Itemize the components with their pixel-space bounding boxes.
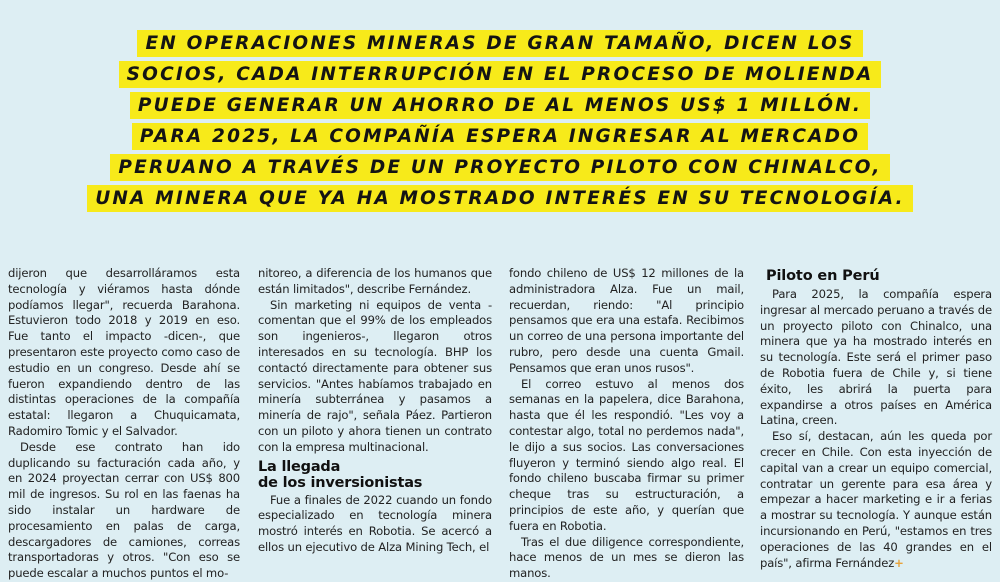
section-heading — [258, 459, 492, 491]
section-heading: Piloto en Perú — [766, 268, 880, 284]
article-columns — [8, 266, 992, 581]
article-column-3 — [509, 266, 744, 582]
paragraph: nitoreo, a diferencia de los humanos que están limitados", describe Fernández. — [258, 266, 492, 296]
pull-quote-line: EN OPERACIONES MINERAS DE GRAN TAMAÑO, DICEN LOS — [137, 30, 862, 57]
pull-quote-line: UNA MINERA QUE YA HA MOSTRADO INTERÉS EN SU TECNOLOGÍA. — [87, 185, 913, 212]
paragraph: dijeron que desarrolláramos esta tecnología y viéramos hasta dónde podíamos llegar", recuerda Barahona. Estuvieron todo 2018 y 2019 en eso. Fue tanto el impacto -dicen-, que presentaron este proyecto como caso de estudio en un congreso. Desde ahí se fueron expandiendo dentro de las distintas operaciones de la compañía estatal: llegaron a Chuquicamata, Radomiro Tomic y el Salvador. — [8, 266, 240, 438]
section-heading-line: La llegada — [258, 458, 341, 475]
article-column-4 — [760, 268, 992, 571]
end-of-article-mark: + — [894, 555, 904, 570]
paragraph: El correo estuvo al menos dos semanas en la papelera, dice Barahona, hasta que él les respondió. "Les voy a contestar algo, total no perdemos nada", le dijo a sus socios. Las conversaciones fluyeron y terminó siendo algo real. El fondo chileno buscaba firmar su primer cheque tras su estructuración, a principios de este año, y querían que fuera en Robotia. — [509, 376, 744, 533]
section-heading-line: de los inversionistas — [258, 474, 423, 491]
paragraph: Fue a finales de 2022 cuando un fondo especializado en tecnología minera mostró interés en Robotia. Se acercó a ellos un ejecutivo de Alza Mining Tech, el — [258, 492, 492, 554]
pull-quote-line: SOCIOS, CADA INTERRUPCIÓN EN EL PROCESO DE MOLIENDA — [119, 61, 882, 88]
pull-quote-line: PERUANO A TRAVÉS DE UN PROYECTO PILOTO CON CHINALCO, — [110, 154, 889, 181]
paragraph: Para 2025, la compañía espera ingresar al mercado peruano a través de un proyecto piloto con Chinalco, una minera que ya ha mostrado interés en su tecnología. Este será el primer paso de Robotia fuera de Chile y, si tiene éxito, les abrirá la puerta para expandirse a otros países en América Latina, creen. — [760, 287, 992, 428]
pull-quote — [0, 28, 1000, 214]
paragraph: fondo chileno de US$ 12 millones de la administradora Alza. Fue un mail, recuerdan, riendo: "Al principio pensamos que era una estafa. Recibimos un correo de una persona importante del rubro, pero desde una cuenta Gmail. Pensamos que eran unos rusos". — [509, 266, 744, 375]
pull-quote-line: PUEDE GENERAR UN AHORRO DE AL MENOS US$ 1 MILLÓN. — [130, 92, 870, 119]
article-column-1 — [8, 266, 240, 582]
paragraph: Desde ese contrato han ido duplicando su facturación cada año, y en 2024 proyectan cerrar con US$ 800 mil de ingresos. Su rol en las faenas ha sido instalar un hardware de procesamiento en palas de carga, descargadores de camiones, correas transportadoras y otros. "Con eso se puede escalar a muchos puntos el mo- — [8, 439, 240, 581]
paragraph — [760, 429, 992, 571]
pull-quote-line: PARA 2025, LA COMPAÑÍA ESPERA INGRESAR AL MERCADO — [132, 123, 868, 150]
paragraph: Sin marketing ni equipos de venta -comentan que el 99% de los empleados son ingenieros-, llegaron otros interesados en su tecnología. BHP los contactó directamente para obtener sus servicios. "Antes habíamos trabajado en minería subterránea y pasamos a minería de rajo", señala Páez. Partieron con un piloto y ahora tienen un contrato con la empresa multinacional. — [258, 297, 492, 454]
paragraph: Tras el due diligence correspondiente, hace menos de un mes se dieron las manos. — [509, 534, 744, 581]
article-column-2 — [258, 266, 492, 556]
paragraph-text: Eso sí, destacan, aún les queda por crecer en Chile. Con esta inyección de capital van a crear un equipo comercial, contratar un gerente para esa área y empezar a hacer marketing e ir a ferias a mostrar su tecnología. Y aunque están incursionando en Perú, "estamos en tres operaciones de las 40 grandes en el país", afirma Fernández — [760, 429, 992, 570]
